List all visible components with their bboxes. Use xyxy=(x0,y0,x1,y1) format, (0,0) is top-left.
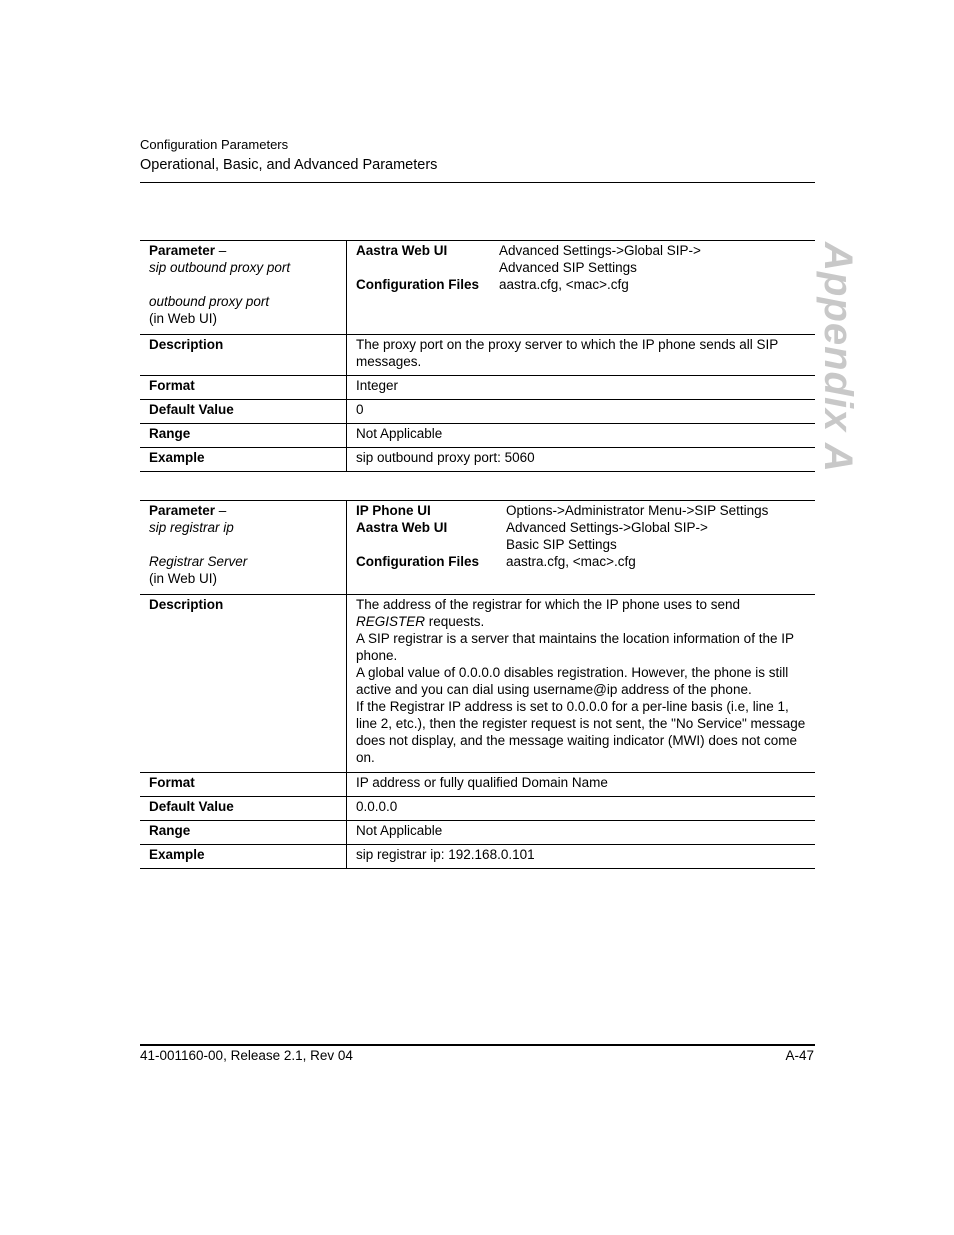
row-label: Format xyxy=(140,376,347,400)
table-row-range xyxy=(140,821,815,845)
location-value: aastra.cfg, <mac>.cfg xyxy=(499,277,629,292)
row-value: Not Applicable xyxy=(347,424,816,448)
webui-note: (in Web UI) xyxy=(149,311,218,326)
table-row-format xyxy=(140,773,815,797)
location-label: Aastra Web UI xyxy=(356,243,448,258)
param-table-registrar-ip xyxy=(140,500,815,869)
location-label: Aastra Web UI xyxy=(356,520,448,535)
table-row-parameter xyxy=(140,241,815,335)
footer-doc-id: 41-001160-00, Release 2.1, Rev 04 xyxy=(140,1048,353,1063)
running-header-subsection: Operational, Basic, and Advanced Parameters xyxy=(140,157,438,173)
parameter-cell xyxy=(140,241,347,335)
description-text: requests. xyxy=(425,614,485,629)
row-value: sip registrar ip: 192.168.0.101 xyxy=(347,845,816,869)
row-value xyxy=(347,595,816,773)
webui-parameter-name: Registrar Server xyxy=(149,554,248,569)
webui-note: (in Web UI) xyxy=(149,571,218,586)
location-value: aastra.cfg, <mac>.cfg xyxy=(506,554,636,569)
appendix-side-tab-label: Appendix A xyxy=(815,241,860,473)
parameter-name: sip registrar ip xyxy=(149,520,234,535)
description-paragraph: If the Registrar IP address is set to 0.0.0.0 for a per-line basis (i.e, line 1, line 2, etc.), then the register request is not sent, the "No Service" message does not display, and the message waiting indicator (MWI) does not come on. xyxy=(356,699,806,765)
row-value: 0 xyxy=(347,400,816,424)
location-value-line: Advanced Settings->Global SIP-> xyxy=(499,243,701,258)
location-cell xyxy=(347,241,816,335)
location-label: Configuration Files xyxy=(356,277,479,292)
table-row-range xyxy=(140,424,815,448)
description-paragraph xyxy=(356,596,807,630)
description-emphasis: REGISTER xyxy=(356,614,426,629)
footer-page-number: A-47 xyxy=(785,1048,814,1063)
header-rule xyxy=(140,182,815,183)
row-label: Range xyxy=(140,424,347,448)
row-label: Format xyxy=(140,773,347,797)
param-table-outbound-proxy-port xyxy=(140,240,815,472)
row-value: Integer xyxy=(347,376,816,400)
row-value: sip outbound proxy port: 5060 xyxy=(347,448,816,472)
row-label: Description xyxy=(140,335,347,376)
location-grid xyxy=(356,502,807,570)
row-label: Default Value xyxy=(140,797,347,821)
row-value: The proxy port on the proxy server to which the IP phone sends all SIP messages. xyxy=(347,335,816,376)
location-value-line: Advanced SIP Settings xyxy=(499,260,637,275)
row-value: IP address or fully qualified Domain Name xyxy=(347,773,816,797)
table-row-default-value xyxy=(140,400,815,424)
spacer xyxy=(149,536,338,553)
parameter-label: Parameter xyxy=(149,503,216,518)
location-value xyxy=(499,242,807,276)
parameter-dash: – xyxy=(215,503,227,518)
location-label: IP Phone UI xyxy=(356,503,431,518)
webui-parameter-name: outbound proxy port xyxy=(149,294,270,309)
parameter-dash: – xyxy=(215,243,227,258)
location-value-line: Advanced Settings->Global SIP-> xyxy=(506,520,708,535)
table-row-default-value xyxy=(140,797,815,821)
description-text: The address of the registrar for which the IP phone uses to send xyxy=(356,597,740,612)
table-row-description xyxy=(140,335,815,376)
table-row-example xyxy=(140,845,815,869)
running-header-section: Configuration Parameters xyxy=(140,137,289,152)
footer-rule xyxy=(140,1044,815,1046)
row-value: 0.0.0.0 xyxy=(347,797,816,821)
row-value: Not Applicable xyxy=(347,821,816,845)
description-paragraph: A SIP registrar is a server that maintains the location information of the IP phone. xyxy=(356,631,794,663)
location-cell xyxy=(347,501,816,595)
table-row-format xyxy=(140,376,815,400)
row-label: Example xyxy=(140,845,347,869)
appendix-side-tab xyxy=(812,241,862,473)
location-value xyxy=(506,519,807,553)
location-value-line: Basic SIP Settings xyxy=(506,537,617,552)
table-row-example xyxy=(140,448,815,472)
location-grid xyxy=(356,242,807,293)
row-label: Default Value xyxy=(140,400,347,424)
table-row-parameter xyxy=(140,501,815,595)
row-label: Range xyxy=(140,821,347,845)
table-row-description xyxy=(140,595,815,773)
spacer xyxy=(149,276,338,293)
description-paragraph: A global value of 0.0.0.0 disables registration. However, the phone is still active and you can dial using username@ip address of the phone. xyxy=(356,665,789,697)
location-value: Options->Administrator Menu->SIP Settings xyxy=(506,503,769,518)
parameter-label: Parameter xyxy=(149,243,216,258)
parameter-cell xyxy=(140,501,347,595)
location-label: Configuration Files xyxy=(356,554,479,569)
parameter-name: sip outbound proxy port xyxy=(149,260,291,275)
row-label: Example xyxy=(140,448,347,472)
row-label: Description xyxy=(140,595,347,773)
